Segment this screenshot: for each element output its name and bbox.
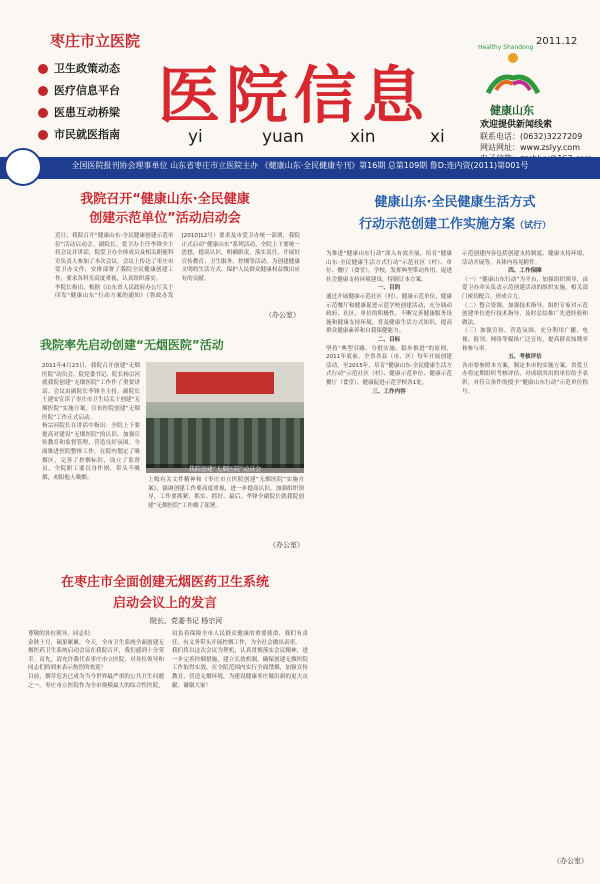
- bullet-icon: [38, 130, 48, 140]
- article3-byline: 院长、党委书记 杨宗河: [150, 617, 223, 625]
- bullet-icon: [38, 64, 48, 74]
- contact-info: 欢迎提供新闻线索 联系电话：(0632)3227209 网站网址：www.zslyy.com: [480, 120, 583, 152]
- logo-title: 健康山东: [490, 104, 534, 117]
- article1-body: 近日，我院召开“健康山东·全民健康创建示范单位”活动启动会。副院长、爱卫办主任李锋全主持会议并讲话。院爱卫办全体成员及相关职能科室负责人参加了本次会议。会议上传达了枣庄市爱卫办文件，安排部署了我院全民健康创建工作，要求各科室高度重视，认真组织落实。 李院长指出，根据《山东省人民政府办公厅关于印发“健康山东”行动方案的通知》（鲁政办发[2010]12号）要求及市爱卫办统一部署，我院正式启动“健康山东”系列活动。全院上下要统一思想，提高认识，明确职责，落实责任，开展好宣传教育、卫生服务、控烟等活动，为创建健康文明的生活方式、保护人民群众健康权益做出应有的贡献。 （办公室）: [55, 233, 300, 319]
- photo-caption: 我院创建“无烟医院”动员会: [146, 464, 304, 473]
- menu-item: 市民就医指南: [38, 124, 120, 146]
- issue-date: 2011.12: [536, 36, 578, 47]
- menu-item: 卫生政策动态: [38, 58, 120, 80]
- menu-item: 医疗信息平台: [38, 80, 120, 102]
- pinyin-yi: yi: [188, 127, 203, 147]
- header-menu: [38, 58, 120, 146]
- article1-sign: （办公室）: [265, 311, 300, 319]
- bullet-icon: [38, 86, 48, 96]
- article2-title: 我院率先启动创建“无烟医院”活动: [40, 338, 224, 352]
- bullet-icon: [38, 108, 48, 118]
- article2-body-right: 上级有关文件精神和《枣庄市立医院创建“无烟医院”实施方案》，强调创建工作要高度重视，进一步提高认识，加强组织领导，工作要抓紧、抓实、抓好。最后，李锋全副院长就我院创建“无烟医院”工作做了部署。: [148, 477, 304, 509]
- meeting-photo: [146, 362, 304, 468]
- article1-title: 我院召开“健康山东·全民健康 创建示范单位”活动启动会: [80, 192, 250, 226]
- article3-body: 尊敬的各位领导、同志们： 金秋十月，硕果累累。今天，全市卫生系统全面创建无烟医药卫生系统启动会议在我院召开，我们感到十分荣幸。首先，请允许我代表枣庄市立医院，对各位领导和同志们的到来表示热烈的欢迎！ 目前，烟草危害已成为当今世界最严重的公共卫生问题之一。枣庄市立医院作为全市规模最大的综合性医院，肩负着保障全市人民群众健康的重要使命，我们有责任、有义务带头开展控烟工作，为全社会做出表率。 我们将以这次会议为契机，认真贯彻落实会议精神，进一步完善控烟措施，建立长效机制，确保创建无烟医院工作取得实效。在全院范围内实行全面禁烟，加强宣传教育，营造无烟环境，为建设健康枣庄做出新的更大贡献。谢谢大家！: [28, 631, 308, 689]
- healthy-shandong-logo: [478, 48, 548, 108]
- article4-body: 为推进“健康山东行动”深入有效开展，培育“健康山东·全民健康生活方式行动”示范社区（村）、单位、餐厅（食堂），学校，发挥典型带动作用，促进社会健康支持环境建设，特制订本方案。 一、目的 通过开展健康示范社区（村）、健康示范单位、健康示范餐厅和健康促进示范学校创建活动，充分调动政府、社区、单位的积极性，不断完善健康服务设施和健康支持环境，普及健康生活方式知识，提高群众健康素养和自我保健能力。 二、目标 坚持“典型引路、分批实施、稳步推进”的原则，2011年底前，全省各县（市、区）每年开展创建活动，至2015年，培育“健康山东·全民健康生活方式行动”示范社区（村）、健康示范单位、健康示范餐厅（食堂）、健康促进示范学校各1处。 三、工作内容 示范创建内容包括创建支持制度、健康支持环境、活动开展等，具体内容见附件。 四、工作保障 （一）“健康山东行动”为平台，加强组织领导，由爱卫办牵头负责示范创建活动的组织实施，相关部门密切配合，形成合力。 （二）整合资源，加强技术指导。组织专家对示范创建单位进行技术指导，及时总结推广先进经验和做法。 （三）加强宣传，营造氛围。充分利用广播、电视、报刊、网络等媒体广泛宣传，提高群众知晓率和参与率。 五、考核评估 各市要参照本方案，制定本市的实施方案。省爱卫办将定期组织考核评估，对成绩突出的单位给予表彰，对符合条件的授予“健康山东行动”示范单位称号。: [326, 251, 588, 395]
- article3-title: 在枣庄市全面创建无烟医药卫生系统 启动会议上的发言: [60, 575, 269, 611]
- article2-body-left: 2011年4月23日，我院召开创建“无烟医院”动员会。院党委书记、院长杨宗河就我院创建“无烟医院”工作作了重要讲话。会议由副院长李锋全主持。副院长王建安宣读了枣庄市卫生局关于创建“无烟医院”实施方案，宣布医院创建“无烟医院”工作正式启动。 杨宗河院长在讲话中指出：全院上下要提高对建设“无烟医院”的认识，加强宣传教育和监督管理，营造良好氛围。全面推进医院整体工作，在院内划定了吸烟区，完善了控烟标识，设立了监督员，全院职工要以身作则，带头不吸烟，劝阻他人吸烟。: [42, 363, 140, 481]
- banner-text: 全国医院报刊协会理事单位 山东省枣庄市立医院主办 《健康山东·全民健康专刊》第16期 总第109期 鲁D:连内资(2011)第001号: [71, 161, 529, 170]
- pinyin-xin: xin: [350, 127, 376, 147]
- pinyin-yuan: yuan: [262, 127, 305, 147]
- hospital-seal-icon: [4, 148, 42, 186]
- article4-title: 健康山东·全民健康生活方式 行动示范创建工作实施方案（试行）: [358, 195, 552, 232]
- logo-subtitle: Healthy Shandong: [478, 44, 534, 51]
- pinyin-xi: xi: [430, 127, 445, 147]
- masthead-title: 医院信息: [158, 59, 431, 132]
- hospital-name: 枣庄市立医院: [50, 32, 141, 50]
- article4-sign: （办公室）: [553, 857, 588, 865]
- menu-item: 医患互动桥梁: [38, 102, 120, 124]
- article2-sign: （办公室）: [269, 541, 304, 549]
